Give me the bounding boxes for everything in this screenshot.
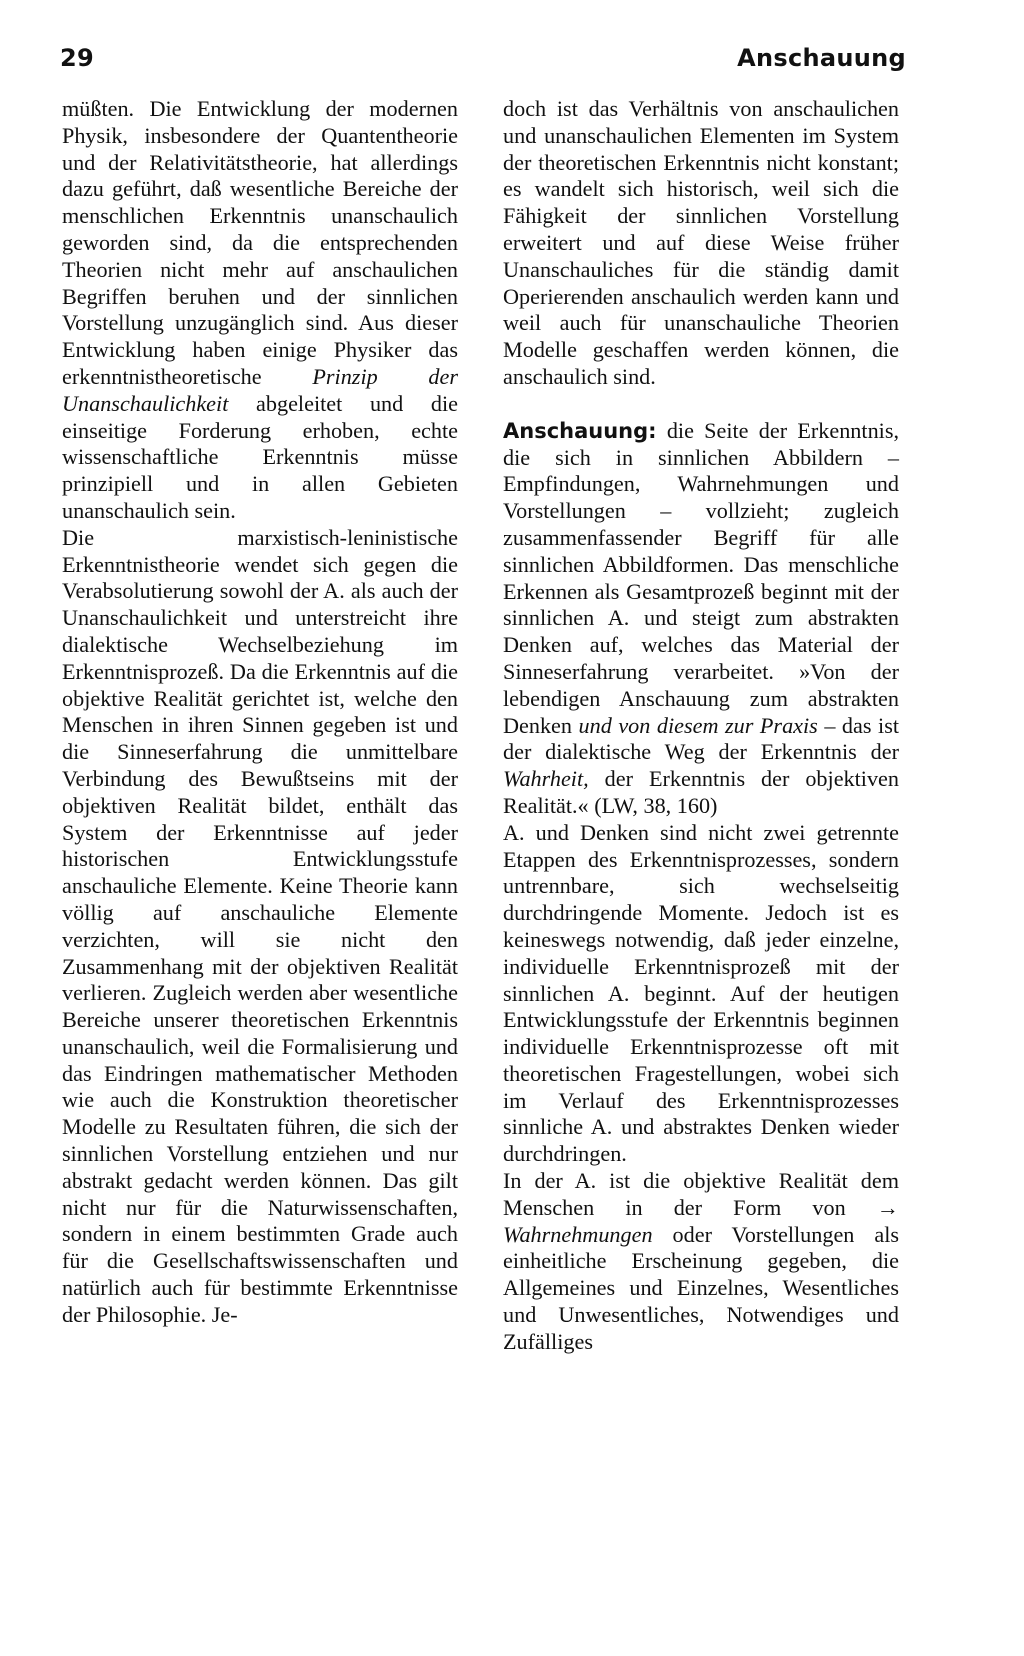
entry-text: der Erkenntnis der objektiven Realität.« (LW, 38, 160): [503, 766, 899, 818]
entry-text: – das ist der dialektische Weg der Erkenntnis der: [503, 712, 899, 765]
paragraph-text: abgeleitet und die einseitige Forderung erhoben, echte wissenschaftliche Erkenntnis müsse prinzipiell und in allen Gebieten unanschaulich sein.: [62, 390, 459, 523]
right-column: [503, 96, 899, 1356]
left-column: [62, 96, 458, 1329]
paragraph-text: In der A. ist die objektive Realität dem Menschen in der Form von →: [503, 1168, 899, 1220]
page-number: 29: [60, 44, 94, 72]
entry-headword: Anschauung:: [503, 418, 657, 443]
italic-term: Prinzip der Unanschaulichkeit: [62, 363, 459, 416]
italic-term: Wahrnehmungen: [503, 1221, 653, 1247]
paragraph: doch ist das Verhältnis von anschaulichen und unanschaulichen Elementen im System der theoretischen Erkenntnis nicht konstant; es wandelt sich historisch, weil sich die Fähigkeit der sinnlichen Vorstellung erweitert und auf diese Weise früher Unanschauliches für die ständig damit Operierenden anschaulich werden kann und weil auch für unanschauliche Theorien Modelle geschaffen werden können, die anschaulich sind.: [503, 96, 899, 389]
paragraph: Die marxistisch-leninistische Erkenntnistheorie wendet sich gegen die Verabsolutierung sowohl der A. als auch der Unanschaulichkeit und unterstreicht ihre dialektische Wechselbeziehung im Erkenntnisprozeß. Da die Erkenntnis auf die objektive Realität gerichtet ist, welche den Menschen in ihren Sinnen gegeben ist und die Sinneserfahrung die unmittelbare Verbindung des Bewußtseins mit der objektiven Realität bildet, enthält das System der Erkenntnisse auf jeder historischen Entwicklungsstufe anschauliche Elemente. Keine Theorie kann völlig auf anschauliche Elemente verzichten, will sie nicht den Zusammenhang mit der objektiven Realität verlieren. Zugleich werden aber wesentliche Bereiche unserer theoretischen Erkenntnis unanschaulich, weil die Formalisierung und das Eindringen mathematischer Methoden wie auch die Konstruktion theoretischer Modelle zu Resultaten führen, die sich der sinnlichen Vorstellung entziehen und nur abstrakt gedacht werden können. Das gilt nicht nur für die Naturwissenschaften, sondern in einem bestimmten Grade auch für die Gesellschaftswissenschaften und natürlich auch für bestimmte Erkenntnisse der Philosophie. Je-: [62, 524, 458, 1327]
dictionary-entry: [503, 418, 899, 820]
entry-text: die Seite der Erkenntnis, die sich in sinnlichen Abbildern – Empfindungen, Wahrnehmungen und Vorstellungen – vollzieht; zugleich zusammenfassender Begriff für alle sinnlichen Abbildformen. Das menschliche Erkennen als Gesamtprozeß beginnt mit der sinnlichen A. und steigt zum abstrakten Denken auf, welches das Material der Sinneserfahrung verarbeitet. »Von der lebendigen Anschauung zum abstrakten Denken: [503, 417, 900, 738]
header-keyword: Anschauung: [737, 44, 906, 72]
paragraph-text: oder Vorstellungen als einheitliche Erscheinung gegeben, die Allgemeines und Einzelnes, Wesentliches und Unwesentliches, Notwendiges und Zufälliges: [503, 1221, 900, 1354]
italic-term: und von diesem zur Praxis: [578, 712, 818, 738]
paragraph: A. und Denken sind nicht zwei getrennte Etappen des Erkenntnisprozesses, sondern untrennbare, sich wechselseitig durchdringende Momente. Jedoch ist es keineswegs notwendig, daß jeder einzelne, individuelle Erkenntnisprozeß mit der sinnlichen A. beginnt. Auf der heutigen Entwicklungsstufe der Erkenntnis beginnen individuelle Erkenntnisprozesse oft mit theoretischen Fragestellungen, wobei sich im Verlauf des Erkenntnisprozesses sinnliche A. und abstraktes Denken wieder durchdringen.: [503, 819, 899, 1167]
running-head: [60, 44, 906, 84]
paragraph: [62, 96, 458, 525]
paragraph-text: müßten. Die Entwicklung der modernen Physik, insbesondere der Quantentheorie und der Relativitätstheorie, hat allerdings dazu geführt, daß wesentliche Bereiche der menschlichen Erkenntnis unanschaulich geworden sind, da die entsprechenden Theorien nicht mehr auf anschaulichen Begriffen beruhen und der sinnlichen Vorstellung unzugänglich sind. Aus dieser Entwicklung haben einige Physiker das erkenntnistheoretische: [62, 96, 458, 389]
italic-term: Wahrheit,: [503, 766, 589, 792]
paragraph: [503, 1168, 899, 1356]
